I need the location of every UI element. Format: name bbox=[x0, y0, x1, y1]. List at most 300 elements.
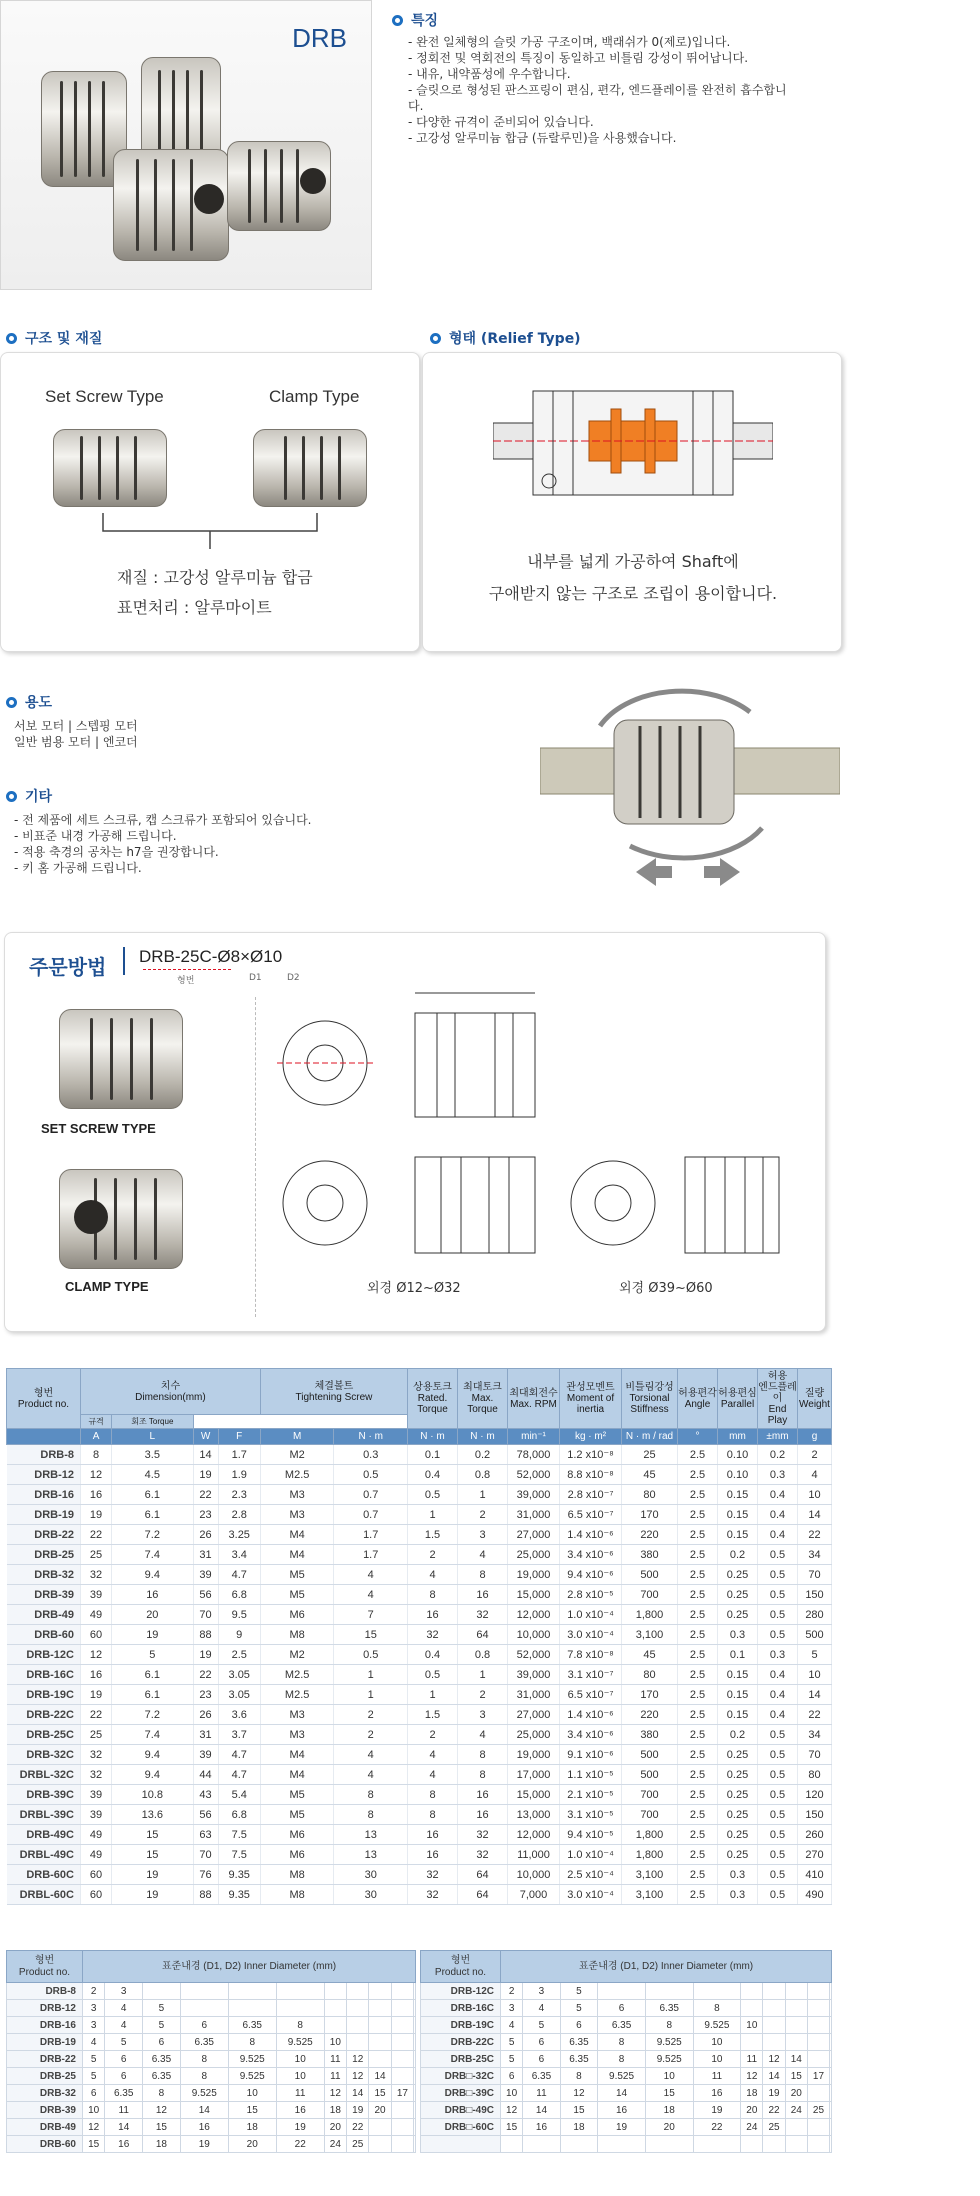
table-cell: 2.8 x10⁻⁷ bbox=[560, 1485, 622, 1505]
table-cell: 19 bbox=[693, 2102, 741, 2119]
table-cell bbox=[785, 2017, 807, 2034]
table-cell: 70 bbox=[193, 1605, 218, 1625]
table-cell: 6 bbox=[523, 2034, 561, 2051]
table-cell: 3 bbox=[501, 2000, 523, 2017]
table-cell: 8 bbox=[180, 2051, 228, 2068]
col-header: 형번 Product no. bbox=[421, 1951, 501, 1983]
table-cell: 0.25 bbox=[718, 1565, 758, 1585]
table-row bbox=[7, 2119, 416, 2136]
table-row bbox=[7, 2017, 416, 2034]
table-cell: 8.8 x10⁻⁸ bbox=[560, 1465, 622, 1485]
table-cell: 16 bbox=[458, 1785, 508, 1805]
table-row bbox=[7, 2085, 416, 2102]
product-no-cell: DRB□-32C bbox=[421, 2068, 501, 2085]
table-cell: 9.4 x10⁻⁵ bbox=[560, 1825, 622, 1845]
table-cell: 39 bbox=[193, 1745, 218, 1765]
table-cell: 10,000 bbox=[508, 1625, 560, 1645]
table-cell: 7,000 bbox=[508, 1885, 560, 1905]
product-no-cell: DRBL-39C bbox=[7, 1805, 81, 1825]
table-cell: 3.4 x10⁻⁶ bbox=[560, 1545, 622, 1565]
table-cell: 19,000 bbox=[508, 1565, 560, 1585]
table-cell: 15,000 bbox=[508, 1785, 560, 1805]
table-cell: 23 bbox=[193, 1505, 218, 1525]
table-cell: 13 bbox=[334, 1825, 408, 1845]
table-cell: 490 bbox=[798, 1885, 832, 1905]
table-row bbox=[7, 2068, 416, 2085]
product-no-cell: DRB-19 bbox=[7, 1505, 81, 1525]
product-no-cell: DRB-12C bbox=[421, 1983, 501, 2000]
table-cell: 39 bbox=[81, 1785, 112, 1805]
table-cell: 0.5 bbox=[758, 1865, 798, 1885]
table-cell bbox=[414, 2051, 416, 2068]
table-cell: 14 bbox=[193, 1445, 218, 1465]
table-cell: 16 bbox=[523, 2119, 561, 2136]
product-no-cell: DRB-60 bbox=[7, 1625, 81, 1645]
table-cell: M5 bbox=[260, 1565, 334, 1585]
col-header: 체결볼트 Tightening Screw bbox=[260, 1369, 407, 1415]
table-cell: 5.4 bbox=[218, 1785, 260, 1805]
table-cell: 8 bbox=[458, 1745, 508, 1765]
table-cell bbox=[391, 2051, 413, 2068]
product-no-cell: DRB-12 bbox=[7, 2000, 83, 2017]
table-cell: 0.2 bbox=[718, 1725, 758, 1745]
table-cell: 2 bbox=[334, 1725, 408, 1745]
table-cell: 2.5 bbox=[678, 1625, 718, 1645]
product-no-cell bbox=[421, 2136, 501, 2153]
product-no-cell: DRB-39 bbox=[7, 2102, 83, 2119]
table-cell: 16 bbox=[458, 1585, 508, 1605]
col-header: 규격 bbox=[81, 1415, 112, 1429]
table-cell bbox=[807, 2034, 829, 2051]
table-cell: 16 bbox=[408, 1605, 458, 1625]
table-cell: 18 bbox=[143, 2136, 181, 2153]
table-cell: 44 bbox=[193, 1765, 218, 1785]
table-cell: 20 bbox=[324, 2119, 346, 2136]
product-no-cell: DRB-22 bbox=[7, 1525, 81, 1545]
table-cell: 12,000 bbox=[508, 1605, 560, 1625]
table-cell: 4 bbox=[105, 2017, 143, 2034]
set-screw-type-label: Set Screw Type bbox=[45, 387, 164, 406]
table-cell: 0.4 bbox=[758, 1525, 798, 1545]
table-cell: 10 bbox=[83, 2102, 105, 2119]
table-row bbox=[7, 1765, 832, 1785]
table-cell: 0.7 bbox=[334, 1505, 408, 1525]
table-cell: 3.6 bbox=[218, 1705, 260, 1725]
col-header: 비틀림강성 Torsional Stiffness bbox=[622, 1369, 678, 1429]
inner-diameter-table-left bbox=[6, 1950, 416, 2153]
table-cell bbox=[830, 2051, 832, 2068]
table-cell: 22 bbox=[193, 1485, 218, 1505]
table-cell: 32 bbox=[458, 1825, 508, 1845]
table-cell bbox=[807, 2051, 829, 2068]
col-header: 형번 Product no. bbox=[7, 1369, 81, 1429]
table-cell: 16 bbox=[112, 1585, 193, 1605]
table-cell: 700 bbox=[622, 1585, 678, 1605]
table-cell: 0.4 bbox=[758, 1705, 798, 1725]
table-cell: M8 bbox=[260, 1865, 334, 1885]
table-cell: 12 bbox=[81, 1645, 112, 1665]
clamp-type-label: Clamp Type bbox=[269, 387, 360, 406]
table-cell: M6 bbox=[260, 1845, 334, 1865]
table-cell: 19 bbox=[81, 1505, 112, 1525]
table-cell: 6.1 bbox=[112, 1505, 193, 1525]
table-cell: 0.25 bbox=[718, 1845, 758, 1865]
table-cell: 31 bbox=[193, 1545, 218, 1565]
table-cell: 9.4 bbox=[112, 1765, 193, 1785]
table-cell: 32 bbox=[458, 1845, 508, 1865]
table-cell: 10.8 bbox=[112, 1785, 193, 1805]
product-no-cell: DRB-22C bbox=[421, 2034, 501, 2051]
table-cell: 7.5 bbox=[218, 1825, 260, 1845]
table-cell bbox=[324, 2017, 346, 2034]
table-cell: 4 bbox=[408, 1565, 458, 1585]
table-cell bbox=[807, 2136, 829, 2153]
table-cell: 80 bbox=[622, 1665, 678, 1685]
table-cell bbox=[391, 2068, 413, 2085]
set-screw-coupling-image bbox=[59, 1009, 183, 1109]
table-cell: 6.35 bbox=[598, 2017, 646, 2034]
product-no-cell: DRB-12C bbox=[7, 1645, 81, 1665]
table-row bbox=[7, 1725, 832, 1745]
order-title: 주문방법 bbox=[29, 955, 107, 979]
table-cell: 1.0 x10⁻⁴ bbox=[560, 1605, 622, 1625]
table-cell: 31,000 bbox=[508, 1685, 560, 1705]
table-cell: 13,000 bbox=[508, 1805, 560, 1825]
table-cell: M8 bbox=[260, 1885, 334, 1905]
table-cell: 9.4 x10⁻⁶ bbox=[560, 1565, 622, 1585]
table-cell: 6 bbox=[560, 2017, 598, 2034]
table-cell: 20 bbox=[741, 2102, 763, 2119]
table-cell bbox=[414, 2085, 416, 2102]
table-cell: 64 bbox=[458, 1625, 508, 1645]
table-cell: 4.5 bbox=[112, 1465, 193, 1485]
table-cell: 31,000 bbox=[508, 1505, 560, 1525]
table-cell bbox=[807, 2119, 829, 2136]
table-row bbox=[7, 1585, 832, 1605]
table-cell: 14 bbox=[598, 2085, 646, 2102]
table-cell: 1 bbox=[458, 1485, 508, 1505]
table-cell bbox=[785, 1983, 807, 2000]
table-cell bbox=[347, 2017, 369, 2034]
table-cell: 22 bbox=[81, 1705, 112, 1725]
table-cell: 3,100 bbox=[622, 1885, 678, 1905]
table-cell: 1 bbox=[408, 1685, 458, 1705]
table-cell: 2 bbox=[798, 1445, 832, 1465]
table-cell: 5 bbox=[112, 1645, 193, 1665]
table-cell: 7.4 bbox=[112, 1725, 193, 1745]
table-cell: 8 bbox=[81, 1445, 112, 1465]
table-cell bbox=[391, 2102, 413, 2119]
table-cell: 18 bbox=[741, 2085, 763, 2102]
table-cell: 0.5 bbox=[758, 1805, 798, 1825]
table-cell: 0.8 bbox=[458, 1645, 508, 1665]
circle-bullet-icon bbox=[430, 333, 441, 344]
table-cell: 0.25 bbox=[718, 1805, 758, 1825]
table-row bbox=[7, 1685, 832, 1705]
table-cell bbox=[414, 1983, 416, 2000]
table-cell: 220 bbox=[622, 1525, 678, 1545]
table-cell bbox=[693, 1983, 741, 2000]
table-cell: 14 bbox=[785, 2051, 807, 2068]
table-cell: 5 bbox=[83, 2051, 105, 2068]
table-cell: 0.15 bbox=[718, 1685, 758, 1705]
product-no-cell: DRB-60 bbox=[7, 2136, 83, 2153]
table-cell bbox=[414, 2000, 416, 2017]
table-cell: 170 bbox=[622, 1505, 678, 1525]
table-cell: 27,000 bbox=[508, 1525, 560, 1545]
table-cell: M2.5 bbox=[260, 1665, 334, 1685]
table-cell: 0.2 bbox=[458, 1445, 508, 1465]
table-cell bbox=[369, 2119, 391, 2136]
table-cell: 0.5 bbox=[334, 1645, 408, 1665]
relief-cross-section-drawing bbox=[493, 381, 773, 505]
table-cell: 15 bbox=[112, 1845, 193, 1865]
table-cell: M2.5 bbox=[260, 1465, 334, 1485]
table-cell bbox=[807, 1983, 829, 2000]
table-cell: 700 bbox=[622, 1805, 678, 1825]
product-no-cell: DRB-32 bbox=[7, 1565, 81, 1585]
table-cell bbox=[830, 2000, 832, 2017]
table-cell: M5 bbox=[260, 1785, 334, 1805]
structure-panel bbox=[0, 352, 420, 652]
table-cell: 0.5 bbox=[408, 1665, 458, 1685]
table-cell bbox=[347, 2000, 369, 2017]
col-header: 허용 엔드플레이 End Play bbox=[758, 1369, 798, 1429]
table-cell: M5 bbox=[260, 1805, 334, 1825]
table-cell: 6.5 x10⁻⁷ bbox=[560, 1505, 622, 1525]
table-cell: 17 bbox=[391, 2085, 413, 2102]
table-cell: 14 bbox=[798, 1505, 832, 1525]
table-cell: 0.25 bbox=[718, 1825, 758, 1845]
table-cell: 9.35 bbox=[218, 1885, 260, 1905]
table-cell: 13 bbox=[334, 1845, 408, 1865]
table-cell bbox=[741, 2034, 763, 2051]
table-row bbox=[7, 1505, 832, 1525]
table-cell: 6 bbox=[105, 2068, 143, 2085]
table-cell: 6 bbox=[501, 2068, 523, 2085]
table-cell: 0.4 bbox=[408, 1465, 458, 1485]
table-cell: 2.5 bbox=[678, 1765, 718, 1785]
circle-bullet-icon bbox=[6, 791, 17, 802]
table-cell: 6.35 bbox=[645, 2000, 693, 2017]
table-cell bbox=[347, 2034, 369, 2051]
table-cell: 2.5 bbox=[678, 1805, 718, 1825]
table-cell: 2.5 x10⁻⁴ bbox=[560, 1865, 622, 1885]
table-cell: 20 bbox=[645, 2119, 693, 2136]
table-cell: 70 bbox=[193, 1845, 218, 1865]
table-cell: 5 bbox=[501, 2034, 523, 2051]
table-cell: 6.35 bbox=[560, 2034, 598, 2051]
table-cell: 15 bbox=[143, 2119, 181, 2136]
table-cell: 0.4 bbox=[758, 1665, 798, 1685]
table-cell: 3.5 bbox=[112, 1445, 193, 1465]
table-cell: 0.5 bbox=[758, 1885, 798, 1905]
table-row bbox=[7, 1625, 832, 1645]
col-header: 형번 Product no. bbox=[7, 1951, 83, 1983]
table-row bbox=[7, 1665, 832, 1685]
order-code-example: DRB-25C-Ø8×Ø10 bbox=[139, 947, 283, 966]
table-cell: 80 bbox=[622, 1485, 678, 1505]
list-item: - 다양한 규격이 준비되어 있습니다. bbox=[408, 115, 594, 129]
table-cell: 64 bbox=[458, 1885, 508, 1905]
table-cell bbox=[391, 2000, 413, 2017]
table-row bbox=[421, 2000, 832, 2017]
table-cell: 6.35 bbox=[560, 2051, 598, 2068]
table-cell: 4 bbox=[334, 1565, 408, 1585]
list-item: - 고강성 알루미늄 합금 (듀랄루민)을 사용했습니다. bbox=[408, 131, 677, 145]
list-item: - 완전 일체형의 슬릿 가공 구조이며, 백래쉬가 0(제로)입니다. bbox=[408, 35, 731, 49]
table-cell: 2.1 x10⁻⁵ bbox=[560, 1785, 622, 1805]
table-cell: M3 bbox=[260, 1705, 334, 1725]
table-cell: M4 bbox=[260, 1545, 334, 1565]
usage-heading: 용도 bbox=[6, 692, 52, 712]
table-cell bbox=[598, 1983, 646, 2000]
table-cell: M2 bbox=[260, 1645, 334, 1665]
table-cell bbox=[785, 2000, 807, 2017]
table-cell: 15 bbox=[112, 1825, 193, 1845]
inner-diameter-table-right bbox=[420, 1950, 832, 2153]
table-cell: 12 bbox=[83, 2119, 105, 2136]
table-cell: 380 bbox=[622, 1725, 678, 1745]
table-cell: 2 bbox=[334, 1705, 408, 1725]
table-cell: 19 bbox=[81, 1685, 112, 1705]
table-cell: 0.3 bbox=[718, 1885, 758, 1905]
table-cell: 12 bbox=[81, 1465, 112, 1485]
table-cell: 4.7 bbox=[218, 1765, 260, 1785]
table-cell: 12 bbox=[501, 2102, 523, 2119]
product-no-cell: DRB-16C bbox=[421, 2000, 501, 2017]
table-cell: 8 bbox=[228, 2034, 276, 2051]
product-no-cell: DRB-22C bbox=[7, 1705, 81, 1725]
table-cell: 20 bbox=[369, 2102, 391, 2119]
list-item: - 내유, 내약품성에 우수합니다. bbox=[408, 67, 571, 81]
table-cell: 16 bbox=[408, 1845, 458, 1865]
table-cell: 2.5 bbox=[678, 1605, 718, 1625]
table-cell: 11 bbox=[105, 2102, 143, 2119]
table-cell bbox=[391, 2119, 413, 2136]
col-header: 표준내경 (D1, D2) Inner Diameter (mm) bbox=[501, 1951, 832, 1983]
product-no-cell: DRB-19C bbox=[421, 2017, 501, 2034]
outer-range-label: 외경 Ø39~Ø60 bbox=[619, 1281, 713, 1296]
table-cell bbox=[807, 2085, 829, 2102]
table-cell: 15 bbox=[228, 2102, 276, 2119]
table-cell: 0.5 bbox=[758, 1605, 798, 1625]
table-cell: 9.525 bbox=[276, 2034, 324, 2051]
table-row bbox=[421, 2034, 832, 2051]
divider bbox=[255, 997, 256, 1317]
table-cell: 32 bbox=[408, 1625, 458, 1645]
table-cell: 3 bbox=[83, 2000, 105, 2017]
product-no-cell: DRBL-32C bbox=[7, 1765, 81, 1785]
table-cell: 56 bbox=[193, 1585, 218, 1605]
table-cell: 32 bbox=[408, 1885, 458, 1905]
col-header: 허용편각 Angle bbox=[678, 1369, 718, 1429]
table-cell: 22 bbox=[347, 2119, 369, 2136]
table-cell: 10 bbox=[798, 1665, 832, 1685]
table-cell: 22 bbox=[193, 1665, 218, 1685]
table-cell: 4 bbox=[408, 1765, 458, 1785]
table-cell: 5 bbox=[83, 2068, 105, 2085]
table-cell bbox=[830, 2034, 832, 2051]
table-cell: 19 bbox=[193, 1645, 218, 1665]
table-cell: 52,000 bbox=[508, 1645, 560, 1665]
table-cell: 19 bbox=[276, 2119, 324, 2136]
table-cell bbox=[830, 2102, 832, 2119]
table-cell: 3.1 x10⁻⁷ bbox=[560, 1665, 622, 1685]
table-cell: 500 bbox=[798, 1625, 832, 1645]
table-cell: 8 bbox=[645, 2017, 693, 2034]
product-no-cell: DRB-16 bbox=[7, 1485, 81, 1505]
table-cell: 22 bbox=[798, 1705, 832, 1725]
table-cell: 16 bbox=[408, 1825, 458, 1845]
table-cell: 32 bbox=[458, 1605, 508, 1625]
list-item: - 적용 축경의 공차는 h7을 권장합니다. bbox=[14, 845, 219, 859]
table-cell: 700 bbox=[622, 1785, 678, 1805]
table-cell: 25 bbox=[81, 1545, 112, 1565]
table-cell: 2.5 bbox=[678, 1485, 718, 1505]
table-cell: 26 bbox=[193, 1705, 218, 1725]
table-cell: 20 bbox=[112, 1605, 193, 1625]
table-cell: 1.4 x10⁻⁶ bbox=[560, 1525, 622, 1545]
table-cell: 3.05 bbox=[218, 1685, 260, 1705]
table-cell bbox=[598, 2136, 646, 2153]
table-cell: 10 bbox=[741, 2017, 763, 2034]
table-cell: 4 bbox=[334, 1585, 408, 1605]
table-cell: 10 bbox=[276, 2068, 324, 2085]
product-no-cell: DRB-32 bbox=[7, 2085, 83, 2102]
table-cell: 9.35 bbox=[218, 1865, 260, 1885]
table-cell: 19 bbox=[112, 1865, 193, 1885]
table-cell bbox=[414, 2034, 416, 2051]
table-cell bbox=[830, 2136, 832, 2153]
table-cell: 11 bbox=[324, 2068, 346, 2085]
relief-panel bbox=[422, 352, 842, 652]
table-cell: 80 bbox=[798, 1765, 832, 1785]
table-cell: 9.525 bbox=[180, 2085, 228, 2102]
usage-text: 서보 모터 | 스텝핑 모터 일반 범용 모터 | 엔코더 bbox=[14, 719, 138, 749]
table-cell: 1 bbox=[334, 1685, 408, 1705]
table-cell: 8 bbox=[693, 2000, 741, 2017]
table-cell: 15 bbox=[645, 2085, 693, 2102]
table-cell: 10 bbox=[798, 1485, 832, 1505]
table-cell: 0.25 bbox=[718, 1585, 758, 1605]
table-cell: 3,100 bbox=[622, 1865, 678, 1885]
product-no-cell: DRB-8 bbox=[7, 1445, 81, 1465]
features-list bbox=[408, 34, 848, 146]
table-cell bbox=[645, 1983, 693, 2000]
product-no-cell: DRB-49C bbox=[7, 1825, 81, 1845]
table-cell: 0.5 bbox=[758, 1765, 798, 1785]
table-cell: 280 bbox=[798, 1605, 832, 1625]
table-cell: 6.1 bbox=[112, 1685, 193, 1705]
table-cell: M3 bbox=[260, 1725, 334, 1745]
coupling-image bbox=[227, 141, 331, 231]
table-cell: 15,000 bbox=[508, 1585, 560, 1605]
table-cell: 14 bbox=[523, 2102, 561, 2119]
table-cell: 2.5 bbox=[218, 1645, 260, 1665]
table-cell bbox=[276, 2000, 324, 2017]
table-cell: M6 bbox=[260, 1825, 334, 1845]
table-cell: 12 bbox=[347, 2068, 369, 2085]
table-cell: 10 bbox=[693, 2034, 741, 2051]
table-cell: 25 bbox=[807, 2102, 829, 2119]
table-cell: 8 bbox=[334, 1805, 408, 1825]
table-cell: 39,000 bbox=[508, 1485, 560, 1505]
clamp-coupling-image bbox=[59, 1169, 183, 1269]
table-cell: 1.9 bbox=[218, 1465, 260, 1485]
circle-bullet-icon bbox=[6, 333, 17, 344]
table-cell: 22 bbox=[276, 2136, 324, 2153]
